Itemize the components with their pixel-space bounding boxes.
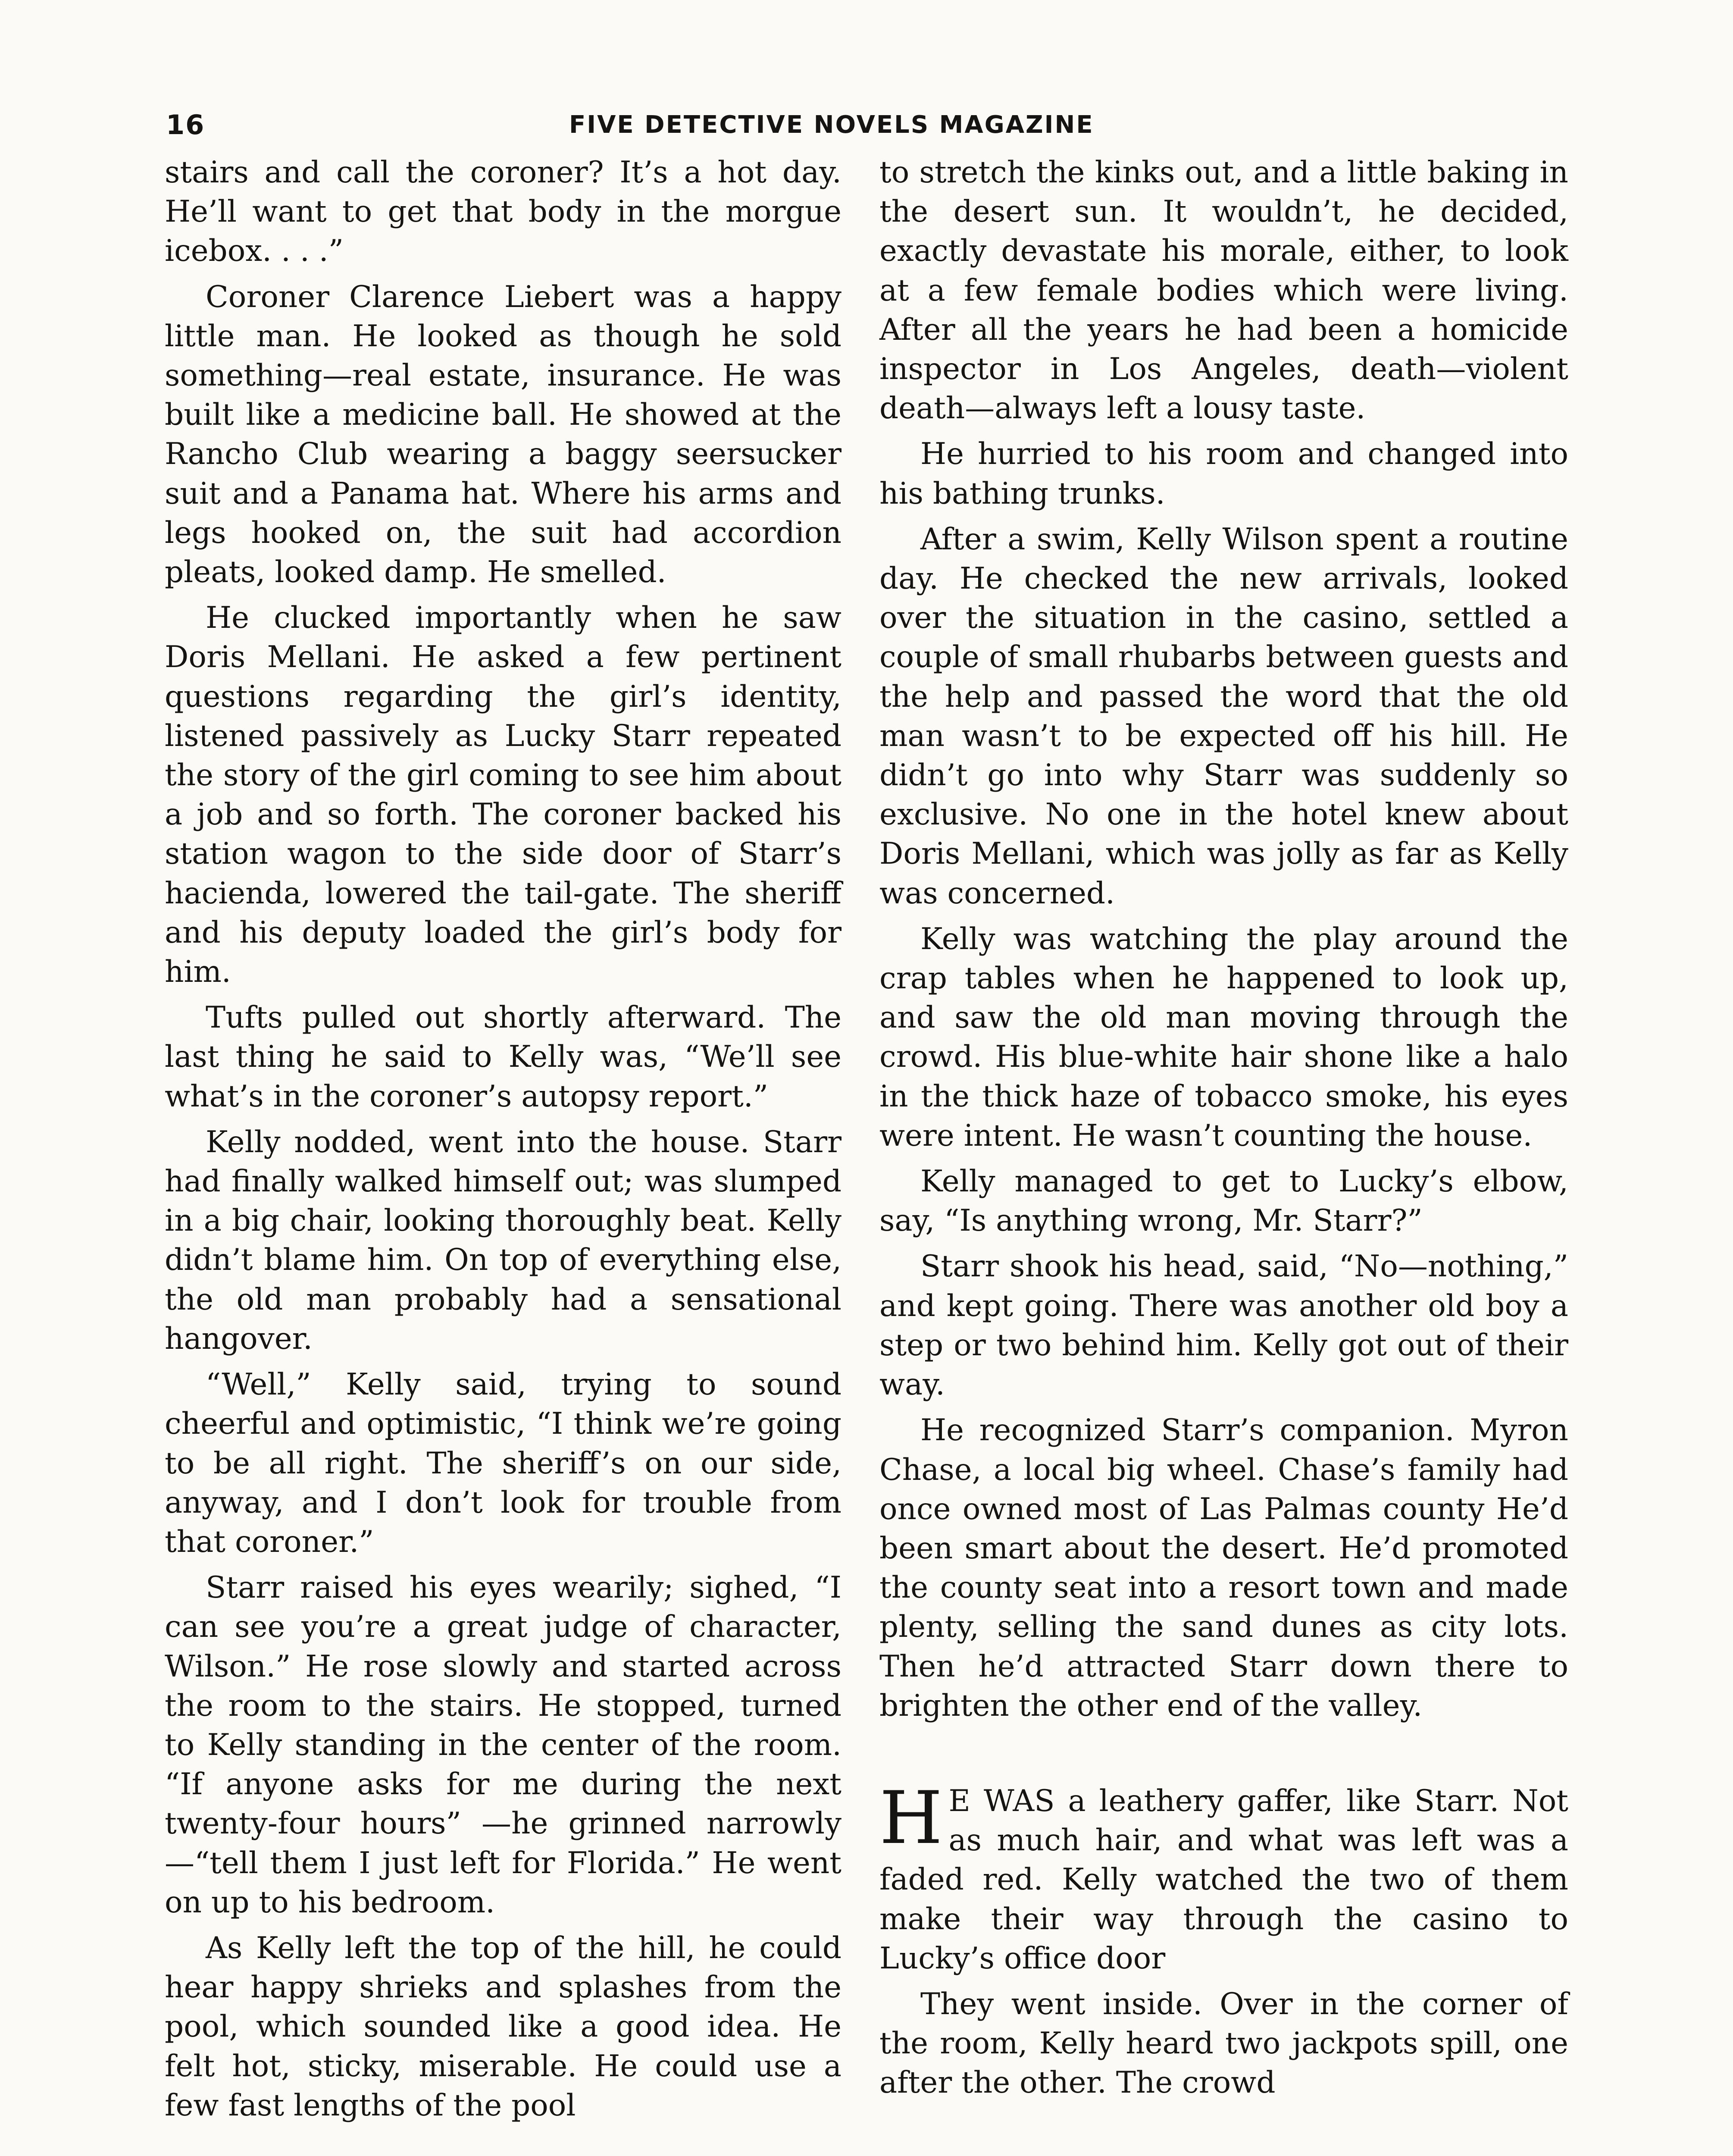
right-column [879, 153, 1568, 2103]
paragraph: Kelly managed to get to Lucky’s elbow, say, “Is anything wrong, Mr. Starr?” [879, 1164, 1568, 1238]
drop-cap: H [879, 1775, 943, 1860]
running-header [0, 108, 1733, 155]
paragraph: As Kelly left the top of the hill, he could hear happy shrieks and splashes from the pool, which sounded like a good idea. He felt hot, sticky, miserable. He could use a few fast lengths of the pool [165, 1930, 841, 2123]
paragraph: Kelly nodded, went into the house. Starr had finally walked himself out; was slumped in a big chair, looking thoroughly beat. Kelly didn’t blame him. On top of everything else, the old man probably had a sensational hangover. [165, 1125, 841, 1356]
magazine-title: FIVE DETECTIVE NOVELS MAGAZINE [569, 111, 1094, 139]
section-opening-text: E WAS a leathery gaffer, like Starr. Not as much hair, and what was left was a faded red. Kelly watched the two of them make their way through the casino to Lucky’s office door [879, 1783, 1568, 1976]
paragraph: He clucked importantly when he saw Doris Mellani. He asked a few pertinent questions regarding the girl’s identity, listened passively as Lucky Starr repeated the story of the girl coming to see him about a job and so forth. The coroner backed his station wagon to the side door of Starr’s hacienda, lowered the tail-gate. The sheriff and his deputy loaded the girl’s body for him. [165, 601, 841, 990]
paragraph: Tufts pulled out shortly afterward. The last thing he said to Kelly was, “We’ll see what’s in the coroner’s autopsy report.” [165, 1000, 841, 1114]
page-number: 16 [166, 109, 205, 141]
paragraph: Starr raised his eyes wearily; sighed, “I can see you’re a great judge of character, Wilson.” He rose slowly and started across the room to the stairs. He stopped, turned to Kelly standing in the center of the room. “If anyone asks for me during the next twenty-four hours” —he grinned narrowly—“tell them I just left for Florida.” He went on up to his bedroom. [165, 1570, 841, 1920]
paragraph: He hurried to his room and changed into his bathing trunks. [879, 437, 1568, 511]
paragraph: Kelly was watching the play around the crap tables when he happened to look up, and saw the old man moving through the crowd. His blue-white hair shone like a halo in the thick haze of tobacco smoke, his eyes were intent. He wasn’t counting the house. [879, 921, 1568, 1153]
paragraph: He recognized Starr’s companion. Myron Chase, a local big wheel. Chase’s family had once owned most of Las Palmas county He’d been smart about the desert. He’d promoted the county seat into a resort town and made plenty, selling the sand dunes as city lots. Then he’d attracted Starr down there to brighten the other end of the valley. [879, 1413, 1568, 1723]
paragraph: After a swim, Kelly Wilson spent a routine day. He checked the new arrivals, looked over the situation in the casino, settled a couple of small rhubarbs between guests and the help and passed the word that the old man wasn’t to be expected off his hill. He didn’t go into why Starr was suddenly so exclusive. No one in the hotel knew about Doris Mellani, which was jolly as far as Kelly was concerned. [879, 522, 1568, 911]
paragraph: Starr shook his head, said, “No—nothing,” and kept going. There was another old boy a step or two behind him. Kelly got out of their way. [879, 1249, 1568, 1402]
paragraph: stairs and call the coroner? It’s a hot day. He’ll want to get that body in the morgue icebox. . . .” [165, 155, 841, 269]
paragraph: They went inside. Over in the corner of the room, Kelly heard two jackpots spill, one after the other. The crowd [879, 1987, 1568, 2100]
paragraph: “Well,” Kelly said, trying to sound cheerful and optimistic, “I think we’re going to be all right. The sheriff’s on our side, anyway, and I don’t look for trouble from that coroner.” [165, 1367, 841, 1559]
paragraph: to stretch the kinks out, and a little baking in the desert sun. It wouldn’t, he decided, exactly devastate his morale, either, to look at a few female bodies which were living. After all the years he had been a homicide inspector in Los Angeles, death—violent death—always left a lousy taste. [879, 155, 1568, 426]
left-column [165, 153, 841, 2125]
paragraph: Coroner Clarence Liebert was a happy little man. He looked as though he sold something—real estate, insurance. He was built like a medicine ball. He showed at the Rancho Club wearing a baggy seersucker suit and a Panama hat. Where his arms and legs hooked on, the suit had accordion pleats, looked damp. He smelled. [165, 279, 841, 590]
section-opening-paragraph [879, 1775, 1568, 1978]
